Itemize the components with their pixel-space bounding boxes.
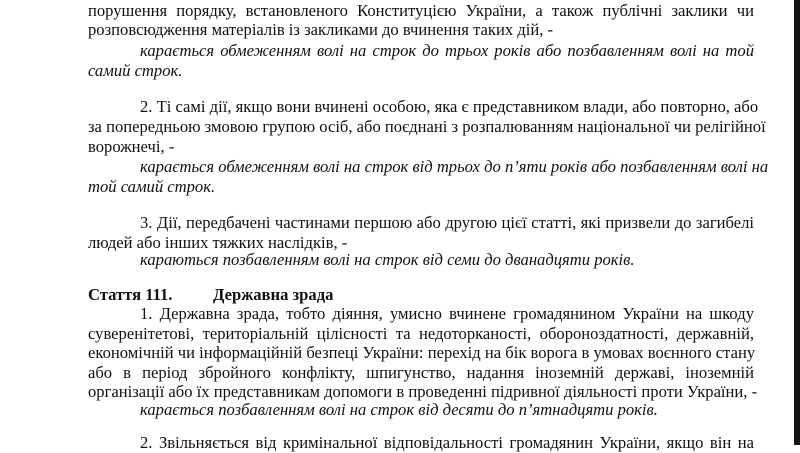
article-number: Стаття 111.: [88, 285, 173, 304]
part-3-line-1: 3. Дії, передбачені частинами першою або другою цієї статті, які призвели до загибелі: [140, 213, 754, 232]
penalty-2-line-2: той самий строк.: [88, 177, 216, 196]
penalty-line-1: карається обмеженням волі на строк до трьох років або позбавленням волі на той: [140, 41, 754, 60]
art111-line-2: суверенітетові, територіальній цілісності та недоторканості, обороноздатності, державній,: [88, 324, 754, 343]
part-3-line-2: людей або інших тяжких наслідків, -: [88, 233, 348, 252]
text-line-2: розповсюдження матеріалів із закликами до вчинення таких дій, -: [88, 20, 554, 39]
part-2-line-3: ворожнечі, -: [88, 137, 175, 156]
penalty-2-line-1: карається обмеженням волі на строк від трьох до п’яти років або позбавленням волі на: [140, 157, 769, 176]
art111-line-4: або в період збройного конфлікту, шпигунство, надання іноземній державі, іноземній: [88, 363, 754, 382]
art111-penalty-line: карається позбавленням волі на строк від десяти до п’ятнадцяти років.: [140, 400, 658, 419]
art111-line-3: економічній чи інформаційній безпеці України: перехід на бік ворога в умовах воєнного стану: [88, 343, 756, 362]
art111-part-2-line-1: 2. Звільняється від кримінальної відповідальності громадянин України, якщо він на: [140, 433, 754, 452]
article-title: Державна зрада: [213, 285, 334, 304]
part-2-line-2: за попередньою змовою групою осіб, або поєднані з розпалюванням національної чи релігійної: [88, 117, 766, 136]
art111-line-1: 1. Державна зрада, тобто діяння, умисно вчинене громадянином України на шкоду: [140, 304, 754, 323]
scan-edge-shadow: [794, 0, 800, 445]
part-2-line-1: 2. Ті самі дії, якщо вони вчинені особою, яка є представником влади, або повторно, або: [140, 97, 759, 116]
text-line-1: порушення порядку, встановленого Конституцією України, а також публічні заклики чи: [88, 1, 754, 20]
penalty-line-2: самий строк.: [88, 61, 183, 80]
art111-line-5: організації або їх представникам допомоги в проведенні підривної діяльності проти України, -: [88, 382, 758, 401]
penalty-3-line: караються позбавленням волі на строк від семи до дванадцяти років.: [140, 250, 635, 269]
